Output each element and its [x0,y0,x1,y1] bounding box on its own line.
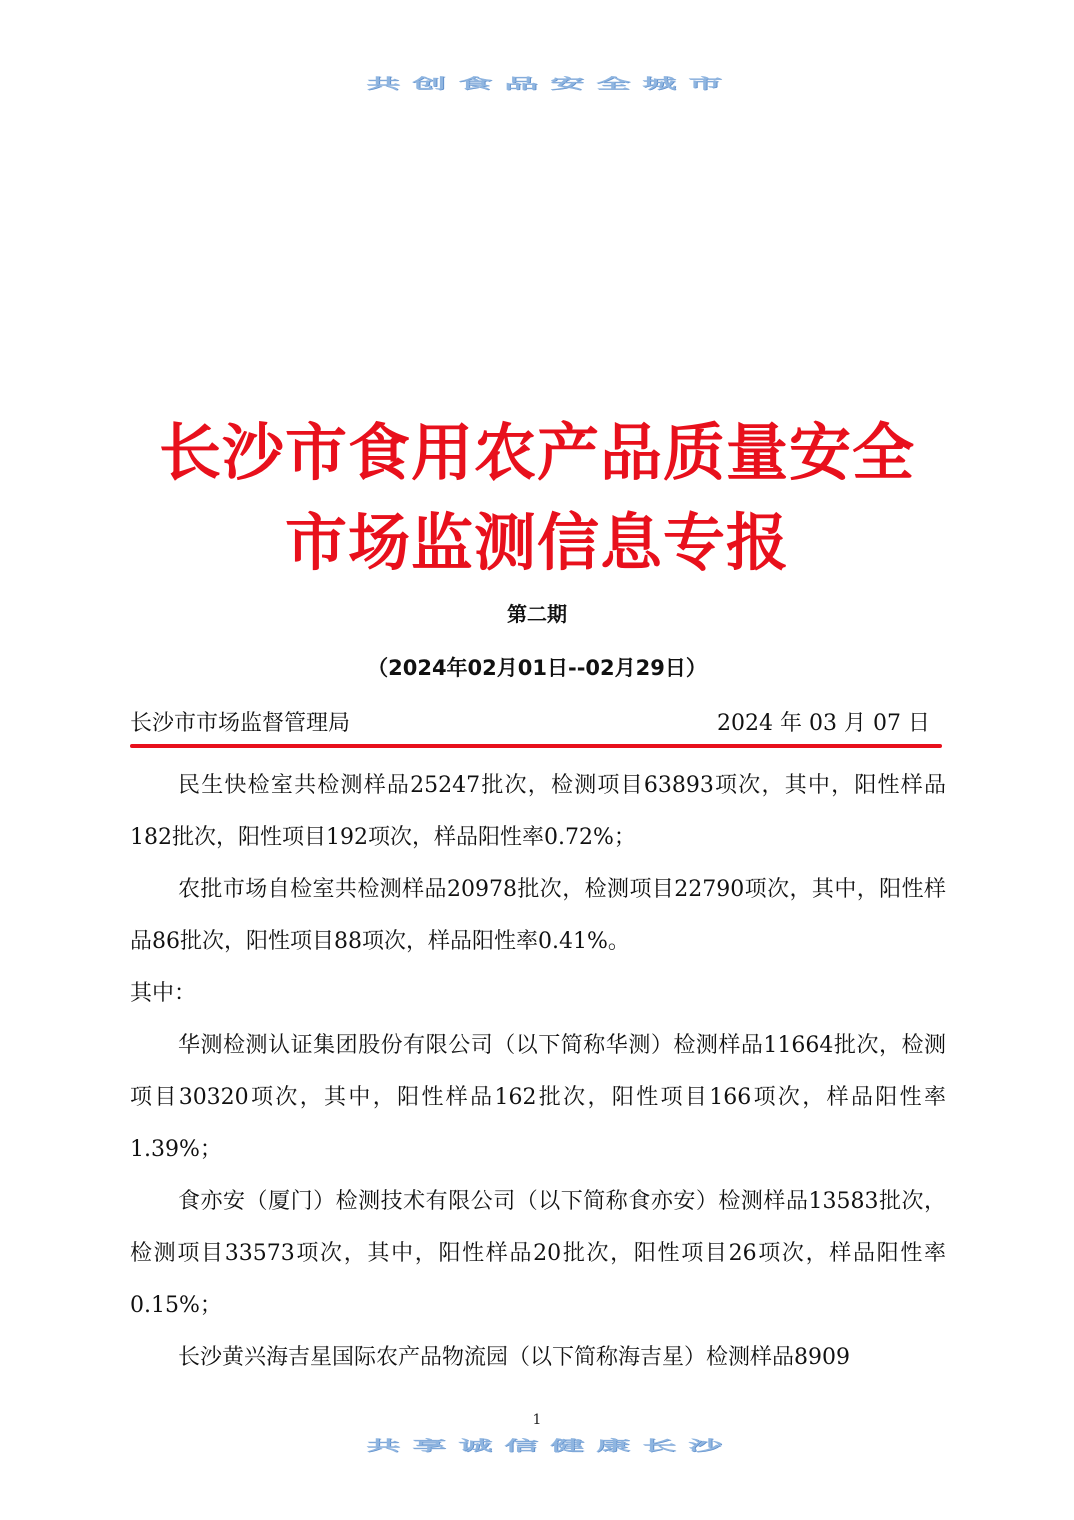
report-period: （2024年02月01日--02月29日） [367,656,707,680]
report-body [130,760,946,1384]
issuer-row [130,706,930,737]
paragraph-4: 华测检测认证集团股份有限公司（以下简称华测）检测样品11664批次，检测项目30320项次，其中，阳性样品162批次，阳性项目166项次，样品阳性率1.39%； [130,1033,946,1162]
issue-number: 第二期 [507,602,567,626]
paragraph-6: 长沙黄兴海吉星国际农产品物流园（以下简称海吉星）检测样品8909 [178,1345,850,1370]
page-title [60,408,1014,588]
paragraph-1: 民生快检室共检测样品25247批次，检测项目63893项次，其中，阳性样品182批次，阳性项目192项次，样品阳性率0.72%； [130,773,946,850]
page-number: 1 [532,1412,542,1428]
issuer-name: 长沙市市场监督管理局 [130,711,351,736]
title-line-2: 市场监测信息专报 [284,506,789,579]
header-banner: 共创食品安全城市 [366,75,734,93]
footer-banner: 共享诚信健康长沙 [366,1437,734,1455]
red-divider [130,744,942,748]
paragraph-5: 食亦安（厦门）检测技术有限公司（以下简称食亦安）检测样品13583批次，检测项目33573项次，其中，阳性样品20批次，阳性项目26项次，样品阳性率0.15%； [130,1189,946,1318]
paragraph-2: 农批市场自检室共检测样品20978批次，检测项目22790项次，其中，阳性样品86批次，阳性项目88项次，样品阳性率0.41%。 [130,877,946,954]
issue-date: 2024 年 03 月 07 日 [717,711,930,736]
paragraph-3: 其中： [130,981,197,1006]
title-line-1: 长沙市食用农产品质量安全 [158,416,915,489]
